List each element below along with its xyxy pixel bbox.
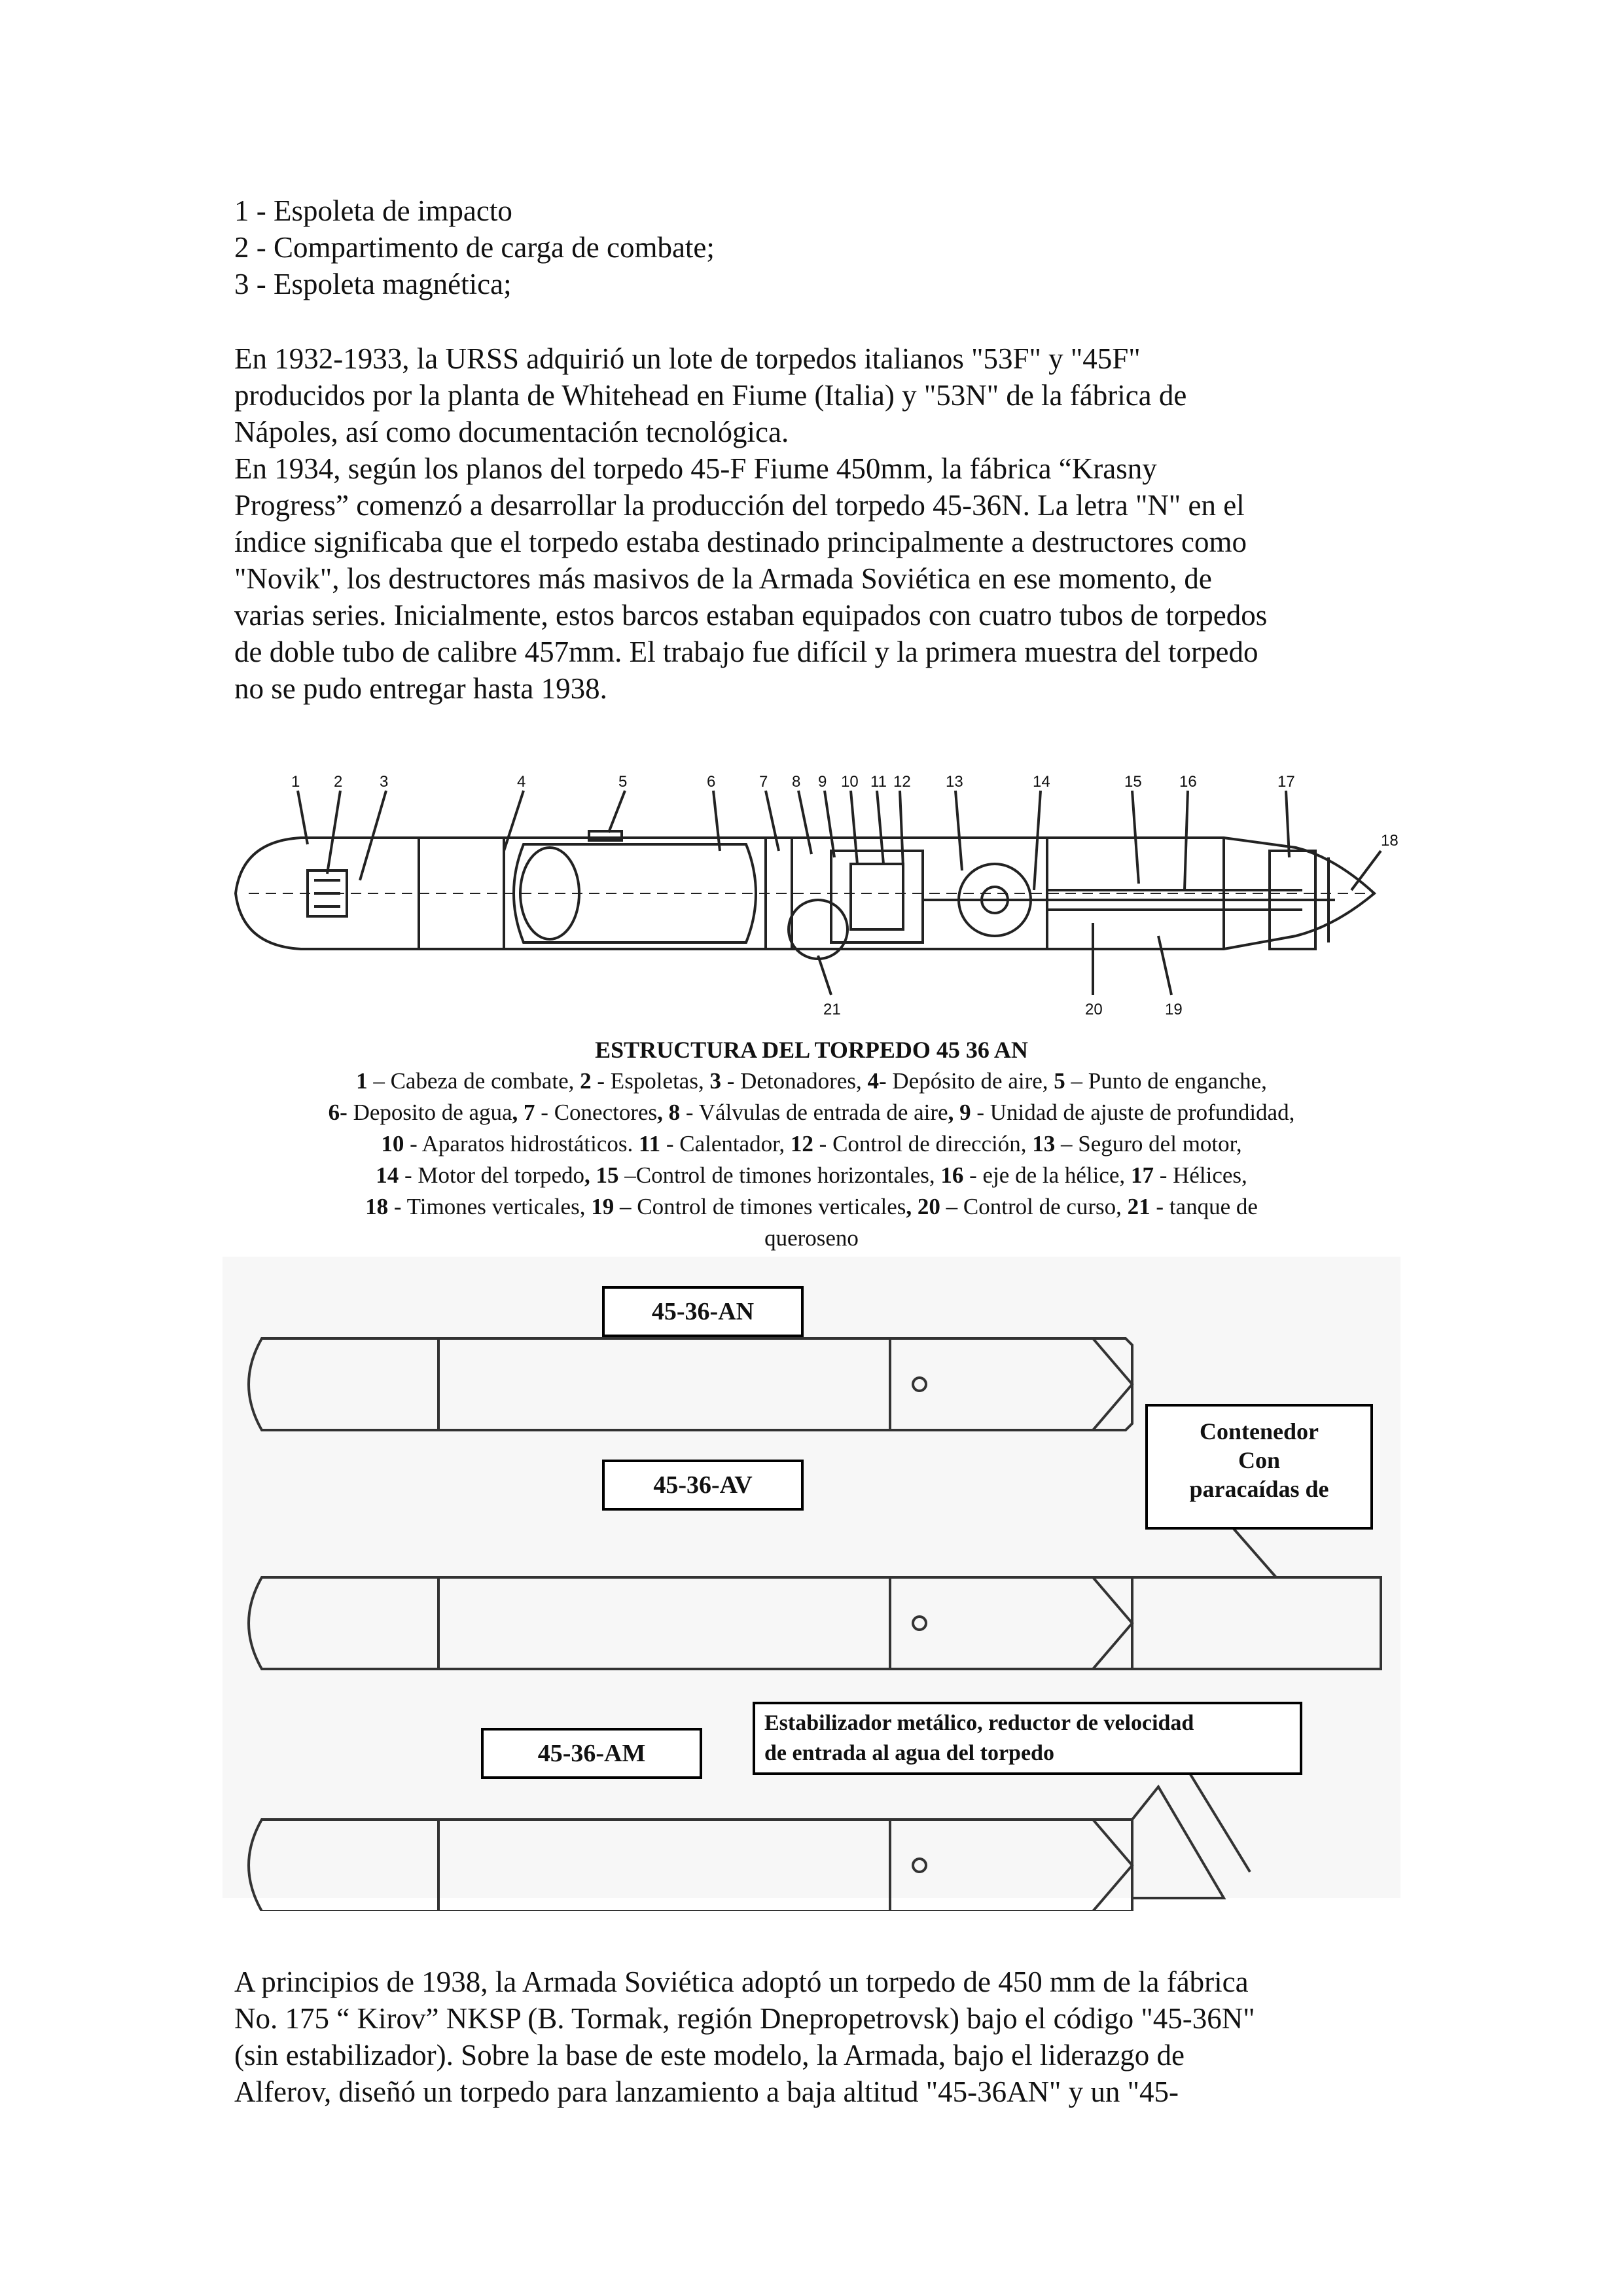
- caption-line: queroseno: [764, 1225, 859, 1251]
- diagram-number: 1: [291, 773, 300, 791]
- parachute-container-note: [1145, 1404, 1373, 1530]
- diagram-number: 3: [380, 773, 389, 791]
- diagram-number: 16: [1179, 773, 1197, 791]
- diagram-number: 12: [893, 773, 911, 791]
- diagram-number: 18: [1381, 832, 1399, 850]
- diagram-number: 19: [1165, 1001, 1183, 1018]
- paragraph-line: No. 175 “ Kirov” NKSP (B. Tormak, región Dnepropetrovsk) bajo el código "45-36N": [234, 2002, 1255, 2035]
- caption-line: 18 - Timones verticales, 19 – Control de timones verticales, 20 – Control de curso, 21 - tanque de: [365, 1194, 1258, 1219]
- paragraph-line: Alferov, diseñó un torpedo para lanzamiento a baja altitud "45-36AN" y un "45-: [234, 2075, 1179, 2108]
- diagram-number: 10: [841, 773, 859, 791]
- note-line: Contenedor: [1200, 1418, 1319, 1444]
- caption-line: 1 – Cabeza de combate, 2 - Espoletas, 3 - Detonadores, 4- Depósito de aire, 5 – Punto de enganche,: [356, 1068, 1267, 1094]
- paragraph-line: de doble tubo de calibre 457mm. El trabajo fue difícil y la primera muestra del torpedo: [234, 636, 1258, 668]
- diagram-number: 17: [1277, 773, 1295, 791]
- diagram-number: 4: [517, 773, 526, 791]
- diagram-number: 2: [334, 773, 343, 791]
- diagram-number: 9: [818, 773, 827, 791]
- history-paragraph: [234, 340, 1425, 707]
- diagram-number: 13: [946, 773, 963, 791]
- diagram-number: 7: [759, 773, 768, 791]
- paragraph-line: varias series. Inicialmente, estos barcos estaban equipados con cuatro tubos de torpedos: [234, 599, 1268, 632]
- variant-label-am: 45-36-AM: [481, 1728, 702, 1779]
- stabilizer-note: [753, 1702, 1302, 1775]
- paragraph-line: "Novik", los destructores más masivos de la Armada Soviética en ese momento, de: [234, 562, 1212, 595]
- paragraph-line: índice significaba que el torpedo estaba destinado principalmente a destructores como: [234, 526, 1247, 558]
- diagram-number: 21: [823, 1001, 841, 1018]
- diagram-number: 11: [870, 773, 887, 791]
- paragraph-line: En 1932-1933, la URSS adquirió un lote de torpedos italianos "53F" y "45F": [234, 342, 1141, 375]
- diagram-number: 6: [707, 773, 716, 791]
- variant-label-an: 45-36-AN: [602, 1286, 804, 1337]
- intro-list: [234, 192, 1425, 302]
- caption-line: 14 - Motor del torpedo, 15 –Control de timones horizontales, 16 - eje de la hélice, 17 - Hélices,: [376, 1162, 1247, 1188]
- note-line: paracaídas de: [1189, 1476, 1329, 1502]
- variant-label-av: 45-36-AV: [602, 1460, 804, 1511]
- caption-line: 6- Deposito de agua, 7 - Conectores, 8 - Válvulas de entrada de aire, 9 - Unidad de ajuste de profundidad,: [328, 1100, 1295, 1125]
- paragraph-line: En 1934, según los planos del torpedo 45-F Fiume 450mm, la fábrica “Krasny: [234, 452, 1157, 485]
- paragraph-line: producidos por la planta de Whitehead en Fiume (Italia) y "53N" de la fábrica de: [234, 379, 1187, 412]
- caption-line: 10 - Aparatos hidrostáticos. 11 - Calentador, 12 - Control de dirección, 13 – Seguro del motor,: [381, 1131, 1242, 1157]
- paragraph-line: A principios de 1938, la Armada Soviética adoptó un torpedo de 450 mm de la fábrica: [234, 1965, 1249, 1998]
- adoption-paragraph: [234, 1964, 1425, 2110]
- diagram-number: 15: [1124, 773, 1142, 791]
- list-item: 1 - Espoleta de impacto: [234, 194, 512, 227]
- torpedo-cutaway-diagram: [223, 759, 1414, 1034]
- paragraph-line: (sin estabilizador). Sobre la base de este modelo, la Armada, bajo el liderazgo de: [234, 2039, 1185, 2072]
- torpedo-variants-figure: [223, 1244, 1414, 1911]
- list-item: 3 - Espoleta magnética;: [234, 268, 512, 300]
- diagram-number: 14: [1033, 773, 1050, 791]
- diagram-number: 5: [618, 773, 628, 791]
- note-line: Estabilizador metálico, reductor de velocidad: [764, 1711, 1194, 1735]
- note-line: Con: [1238, 1447, 1281, 1473]
- diagram-number: 8: [792, 773, 801, 791]
- paragraph-line: no se pudo entregar hasta 1938.: [234, 672, 607, 705]
- paragraph-line: Nápoles, así como documentación tecnológica.: [234, 416, 789, 448]
- diagram-number: 20: [1085, 1001, 1103, 1018]
- paragraph-line: Progress” comenzó a desarrollar la producción del torpedo 45-36N. La letra "N" en el: [234, 489, 1245, 522]
- diagram-caption: [196, 1034, 1427, 1254]
- list-item: 2 - Compartimento de carga de combate;: [234, 231, 715, 264]
- caption-title: ESTRUCTURA DEL TORPEDO 45 36 AN: [595, 1037, 1028, 1063]
- note-line: de entrada al agua del torpedo: [764, 1741, 1054, 1765]
